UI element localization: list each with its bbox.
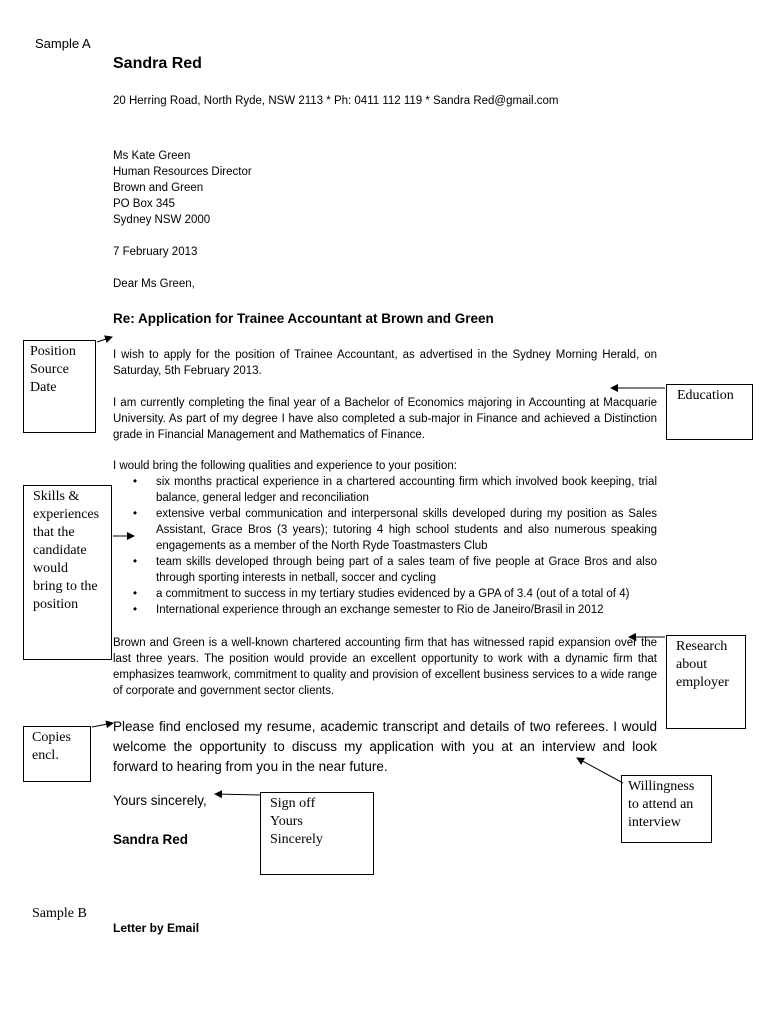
annotation-line: employer [676,675,729,690]
letter-date: 7 February 2013 [113,246,198,258]
annotation-line: Yours [270,814,303,829]
letter-by-email: Letter by Email [113,921,200,935]
recipient-line: Ms Kate Green [113,150,191,162]
paragraph-qualities-intro: I would bring the following qualities and experience to your position: [113,460,457,472]
annotation-line: to attend an [628,797,694,812]
annotation-line: position [33,597,79,612]
list-item: • a commitment to success in my tertiary studies evidenced by a GPA of 3.4 (out of a total of 4) [113,586,657,602]
salutation: Dear Ms Green, [113,278,195,290]
annotation-line: Position [30,344,76,359]
closing: Yours sincerely, [113,793,207,808]
recipient-line: Brown and Green [113,182,204,194]
arrow-willingness [577,758,623,783]
recipient-line: Sydney NSW 2000 [113,214,211,226]
arrow-copies [92,723,113,727]
list-item: • team skills developed through being part of a sales team of five people at Grace Bros and also through sporting interests in netball, soccer and cycling [113,554,657,586]
arrow-sign-off [215,794,260,795]
annotation-line: Education [677,388,734,403]
paragraph-enclosures: Please find enclosed my resume, academic transcript and details of two referees. I would welcome the opportunity to discuss my application with you at an interview and look forward to hearing from you in the near future. [113,719,657,774]
annotation-line: interview [628,815,681,830]
re-line: Re: Application for Trainee Accountant at Brown and Green [113,311,494,326]
annotation-line: that the [33,525,75,540]
list-item: • extensive verbal communication and interpersonal skills developed during my position as Sales Assistant, Grace Bros (3 years); tutoring 4 high school students and also numerous speaking engagements as a member of the North Ryde Toastmasters Club [113,506,657,554]
sample-a-label: Sample A [35,36,91,51]
annotation-line: encl. [32,748,59,763]
annotation-line: Sign off [270,796,316,811]
arrow-position-source-date [97,337,112,342]
paragraph-position: I wish to apply for the position of Trainee Accountant, as advertised in the Sydney Morning Herald, on Saturday, 5th February 2013. [113,349,657,377]
annotation-line: bring to the [33,579,98,594]
sample-b-label: Sample B [32,906,87,921]
annotation-line: Source [30,362,69,377]
paragraph-education: I am currently completing the final year of a Bachelor of Economics majoring in Accounting at Macquarie University. As part of my degree I have also completed a sub-major in Finance and achieved a Distinction grade in Financial Management and Mathematics of Finance. [113,397,657,441]
list-item: • International experience through an exchange semester to Rio de Janeiro/Brasil in 2012 [113,602,657,618]
annotation-line: Skills & [33,489,80,504]
recipient-line: Human Resources Director [113,166,252,178]
signature: Sandra Red [113,832,189,847]
annotation-line: candidate [33,543,87,558]
recipient-line: PO Box 345 [113,198,176,210]
sender-contact: 20 Herring Road, North Ryde, NSW 2113 * Ph: 0411 112 119 * Sandra Red@gmail.com [113,95,559,107]
annotation-line: Copies [32,730,71,745]
paragraph-employer: Brown and Green is a well-known chartered accounting firm that has witnessed rapid expansion over the last three years. The position would provide an excellent opportunity to work with a dynamic firm that emphasizes teamwork, commitment to quality and provision of excellent business services to a wide range of corporate and government sector clients. [113,637,657,697]
annotation-line: Sincerely [270,832,323,847]
annotation-line: about [676,657,708,672]
list-item: • six months practical experience in a chartered accounting firm which involved book keeping, trial balance, general ledger and reconciliation [113,474,657,506]
annotation-line: Date [30,380,57,395]
annotation-line: experiences [33,507,100,522]
annotation-line: Research [676,639,728,654]
annotation-line: would [33,561,68,576]
annotation-line: Willingness [628,779,695,794]
sender-name: Sandra Red [113,55,202,72]
